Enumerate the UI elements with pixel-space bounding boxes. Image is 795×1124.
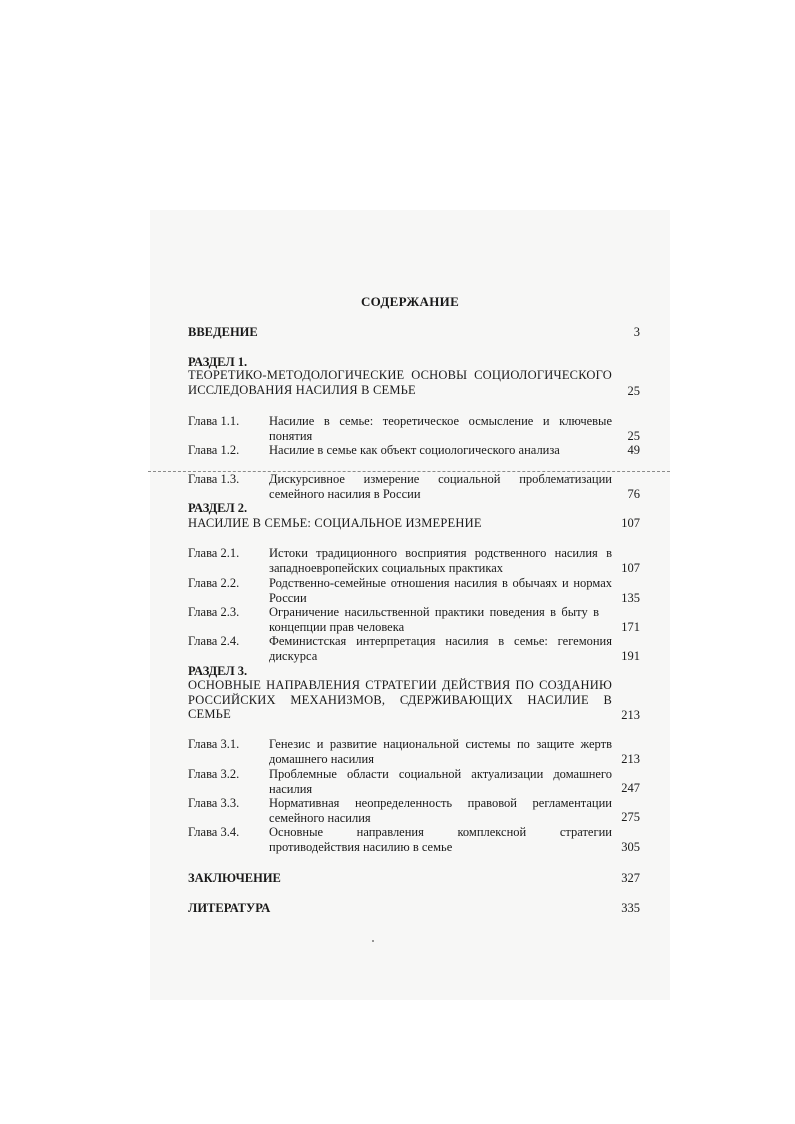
section-3-label: РАЗДЕЛ 3. bbox=[188, 664, 248, 678]
section-2-label: РАЗДЕЛ 2. bbox=[188, 501, 248, 515]
chapter-3-4-label: Глава 3.4. bbox=[188, 825, 240, 839]
chapter-2-3-title: Ограничение насильственной практики поведения в быту в концепции прав человека bbox=[269, 605, 599, 634]
literature-page: 335 bbox=[621, 901, 640, 915]
chapter-1-3-page: 76 bbox=[627, 487, 640, 501]
chapter-3-2-page: 247 bbox=[621, 781, 640, 795]
chapter-2-2-title: Родственно-семейные отношения насилия в обычаях и нормах России bbox=[269, 576, 612, 605]
chapter-3-2-title: Проблемные области социальной актуализации домашнего насилия bbox=[269, 767, 612, 796]
section-3-title: ОСНОВНЫЕ НАПРАВЛЕНИЯ СТРАТЕГИИ ДЕЙСТВИЯ ПО СОЗДАНИЮ РОССИЙСКИХ МЕХАНИЗМОВ, СДЕРЖИВАЮЩИХ НАСИЛИЕ В СЕМЬЕ bbox=[188, 678, 612, 721]
chapter-2-3-label: Глава 2.3. bbox=[188, 605, 240, 619]
chapter-3-4-title: Основные направления комплексной стратегии противодействия насилию в семье bbox=[269, 825, 612, 854]
chapter-3-1-page: 213 bbox=[621, 752, 640, 766]
chapter-3-1-title: Генезис и развитие национальной системы по защите жертв домашнего насилия bbox=[269, 737, 612, 766]
chapter-1-2-title: Насилие в семье как объект социологического анализа bbox=[269, 443, 560, 457]
chapter-3-3-title: Нормативная неопределенность правовой регламентации семейного насилия bbox=[269, 796, 612, 825]
literature-label: ЛИТЕРАТУРА bbox=[188, 901, 271, 915]
chapter-2-1-title: Истоки традиционного восприятия родственного насилия в западноевропейских социальных практиках bbox=[269, 546, 612, 575]
section-3-page: 213 bbox=[621, 708, 640, 722]
intro-label: ВВЕДЕНИЕ bbox=[188, 325, 258, 339]
chapter-1-2-label: Глава 1.2. bbox=[188, 443, 240, 457]
chapter-3-2-label: Глава 3.2. bbox=[188, 767, 240, 781]
section-2-page: 107 bbox=[621, 516, 640, 530]
chapter-2-3-page: 171 bbox=[621, 620, 640, 634]
chapter-1-3-title: Дискурсивное измерение социальной проблематизации семейного насилия в России bbox=[269, 472, 612, 501]
chapter-2-1-page: 107 bbox=[621, 561, 640, 575]
chapter-1-2-page: 49 bbox=[627, 443, 640, 457]
chapter-3-3-label: Глава 3.3. bbox=[188, 796, 240, 810]
toc-heading: СОДЕРЖАНИЕ bbox=[360, 294, 460, 309]
chapter-2-4-page: 191 bbox=[621, 649, 640, 663]
chapter-1-1-page: 25 bbox=[627, 429, 640, 443]
chapter-1-1-label: Глава 1.1. bbox=[188, 414, 240, 428]
chapter-2-4-title: Феминистская интерпретация насилия в семье: гегемония дискурса bbox=[269, 634, 612, 663]
conclusion-page: 327 bbox=[621, 871, 640, 885]
section-1-page: 25 bbox=[627, 384, 640, 398]
section-2-title: НАСИЛИЕ В СЕМЬЕ: СОЦИАЛЬНОЕ ИЗМЕРЕНИЕ bbox=[188, 516, 482, 530]
chapter-1-3-label: Глава 1.3. bbox=[188, 472, 240, 486]
chapter-2-4-label: Глава 2.4. bbox=[188, 634, 240, 648]
scan-speck bbox=[372, 940, 374, 942]
section-1-label: РАЗДЕЛ 1. bbox=[188, 355, 248, 369]
chapter-2-1-label: Глава 2.1. bbox=[188, 546, 240, 560]
chapter-2-2-page: 135 bbox=[621, 591, 640, 605]
chapter-3-1-label: Глава 3.1. bbox=[188, 737, 240, 751]
chapter-3-4-page: 305 bbox=[621, 840, 640, 854]
intro-page: 3 bbox=[633, 325, 640, 339]
chapter-3-3-page: 275 bbox=[621, 810, 640, 824]
chapter-1-1-title: Насилие в семье: теоретическое осмысление и ключевые понятия bbox=[269, 414, 612, 443]
conclusion-label: ЗАКЛЮЧЕНИЕ bbox=[188, 871, 281, 885]
chapter-2-2-label: Глава 2.2. bbox=[188, 576, 240, 590]
section-1-title: ТЕОРЕТИКО-МЕТОДОЛОГИЧЕСКИЕ ОСНОВЫ СОЦИОЛОГИЧЕСКОГО ИССЛЕДОВАНИЯ НАСИЛИЯ В СЕМЬЕ bbox=[188, 368, 612, 397]
